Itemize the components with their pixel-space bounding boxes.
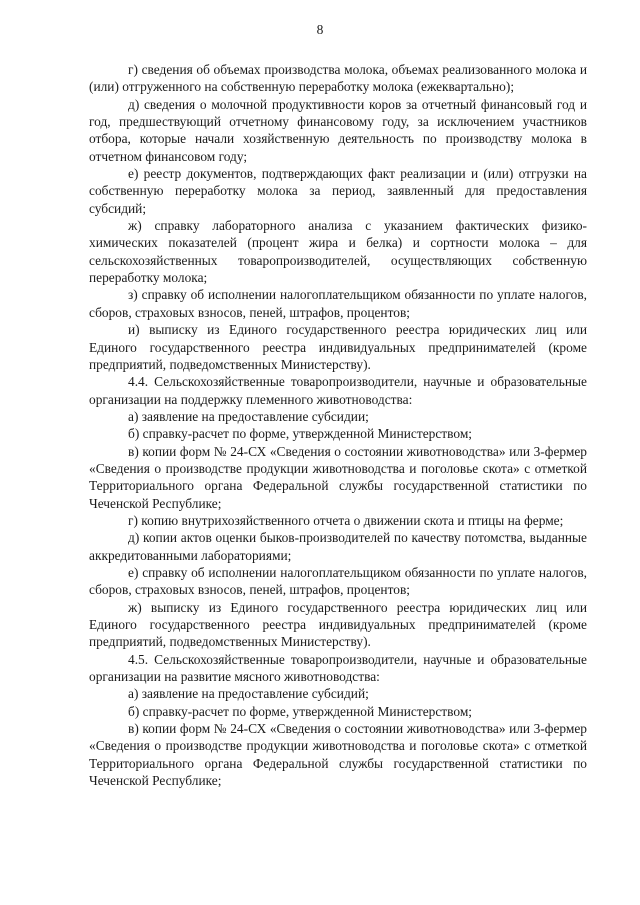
paragraph-bull-evaluation: д) копии актов оценки быков-производителей по качеству потомства, выданные аккредитованными лабораториями;	[89, 530, 587, 563]
paragraph-forms-copies: в) копии форм № 24-СХ «Сведения о состоянии животноводства» или 3-фермер «Сведения о производстве продукции животноводства и поголовье скота» с отметкой Территориального органа Федеральной службы государственной статистики по Чеченской Республике;	[89, 443, 587, 511]
paragraph-livestock-report: г) копию внутрихозяйственного отчета о движении скота и птицы на ферме;	[128, 512, 564, 528]
paragraph-lab-analysis: ж) справку лабораторного анализа с указанием фактических физико-химических показателей (процент жира и белка) и сортности молока – для сельскохозяйственных товаропроизводителей, осуществляющих собственную переработку молока;	[89, 218, 587, 286]
paragraph-application: а) заявление на предоставление субсидий;	[128, 686, 369, 702]
paragraph-registry-extract: и) выписку из Единого государственного реестра юридических лиц или Единого государственного реестра индивидуальных предпринимателей (кроме предприятий, подведомственных Министерству).	[89, 322, 587, 372]
section-4-4-heading: 4.4. Сельскохозяйственные товаропроизводители, научные и образовательные организации на поддержку племенного животноводства:	[89, 374, 587, 407]
paragraph-registry-extract: ж) выписку из Единого государственного реестра юридических лиц или Единого государственного реестра индивидуальных предпринимателей (кроме предприятий, подведомственных Министерству).	[89, 599, 587, 650]
page-number: 8	[316, 22, 324, 37]
document-body	[89, 61, 587, 789]
paragraph-calculation: б) справку-расчет по форме, утвержденной Министерством;	[128, 703, 473, 719]
paragraph-tax-certificate: е) справку об исполнении налогоплательщиком обязанности по уплате налогов, сборов, страховых взносов, пеней, штрафов, процентов;	[89, 564, 587, 598]
paragraph-tax-certificate: з) справку об исполнении налогоплательщиком обязанности по уплате налогов, сборов, страховых взносов, пеней, штрафов, процентов;	[89, 287, 587, 320]
paragraph-calculation: б) справку-расчет по форме, утвержденной Министерством;	[128, 426, 473, 442]
section-4-5-heading: 4.5. Сельскохозяйственные товаропроизводители, научные и образовательные организации на развитие мясного животноводства:	[89, 651, 587, 685]
paragraph-milk-volumes: г) сведения об объемах производства молока, объемах реализованного молока и (или) отгруженного на собственную переработку молока (ежеквартально);	[89, 62, 587, 95]
paragraph-documents-registry: е) реестр документов, подтверждающих факт реализации и (или) отгрузки на собственную переработку молока за период, заявленный для предоставления субсидий;	[89, 166, 587, 216]
paragraph-application: а) заявление на предоставление субсидии;	[128, 408, 369, 424]
paragraph-forms-copies: в) копии форм № 24-СХ «Сведения о состоянии животноводства» или 3-фермер «Сведения о производстве продукции животноводства и поголовье скота» с отметкой Территориального органа Федеральной службы государственной статистики по Чеченской Республике;	[89, 721, 587, 789]
paragraph-milk-productivity: д) сведения о молочной продуктивности коров за отчетный финансовый год и год, предшествующий отчетному финансовому году, за исключением участников отбора, которые начали хозяйственную деятельность по производству молока в отчетном финансовом году;	[89, 96, 587, 164]
